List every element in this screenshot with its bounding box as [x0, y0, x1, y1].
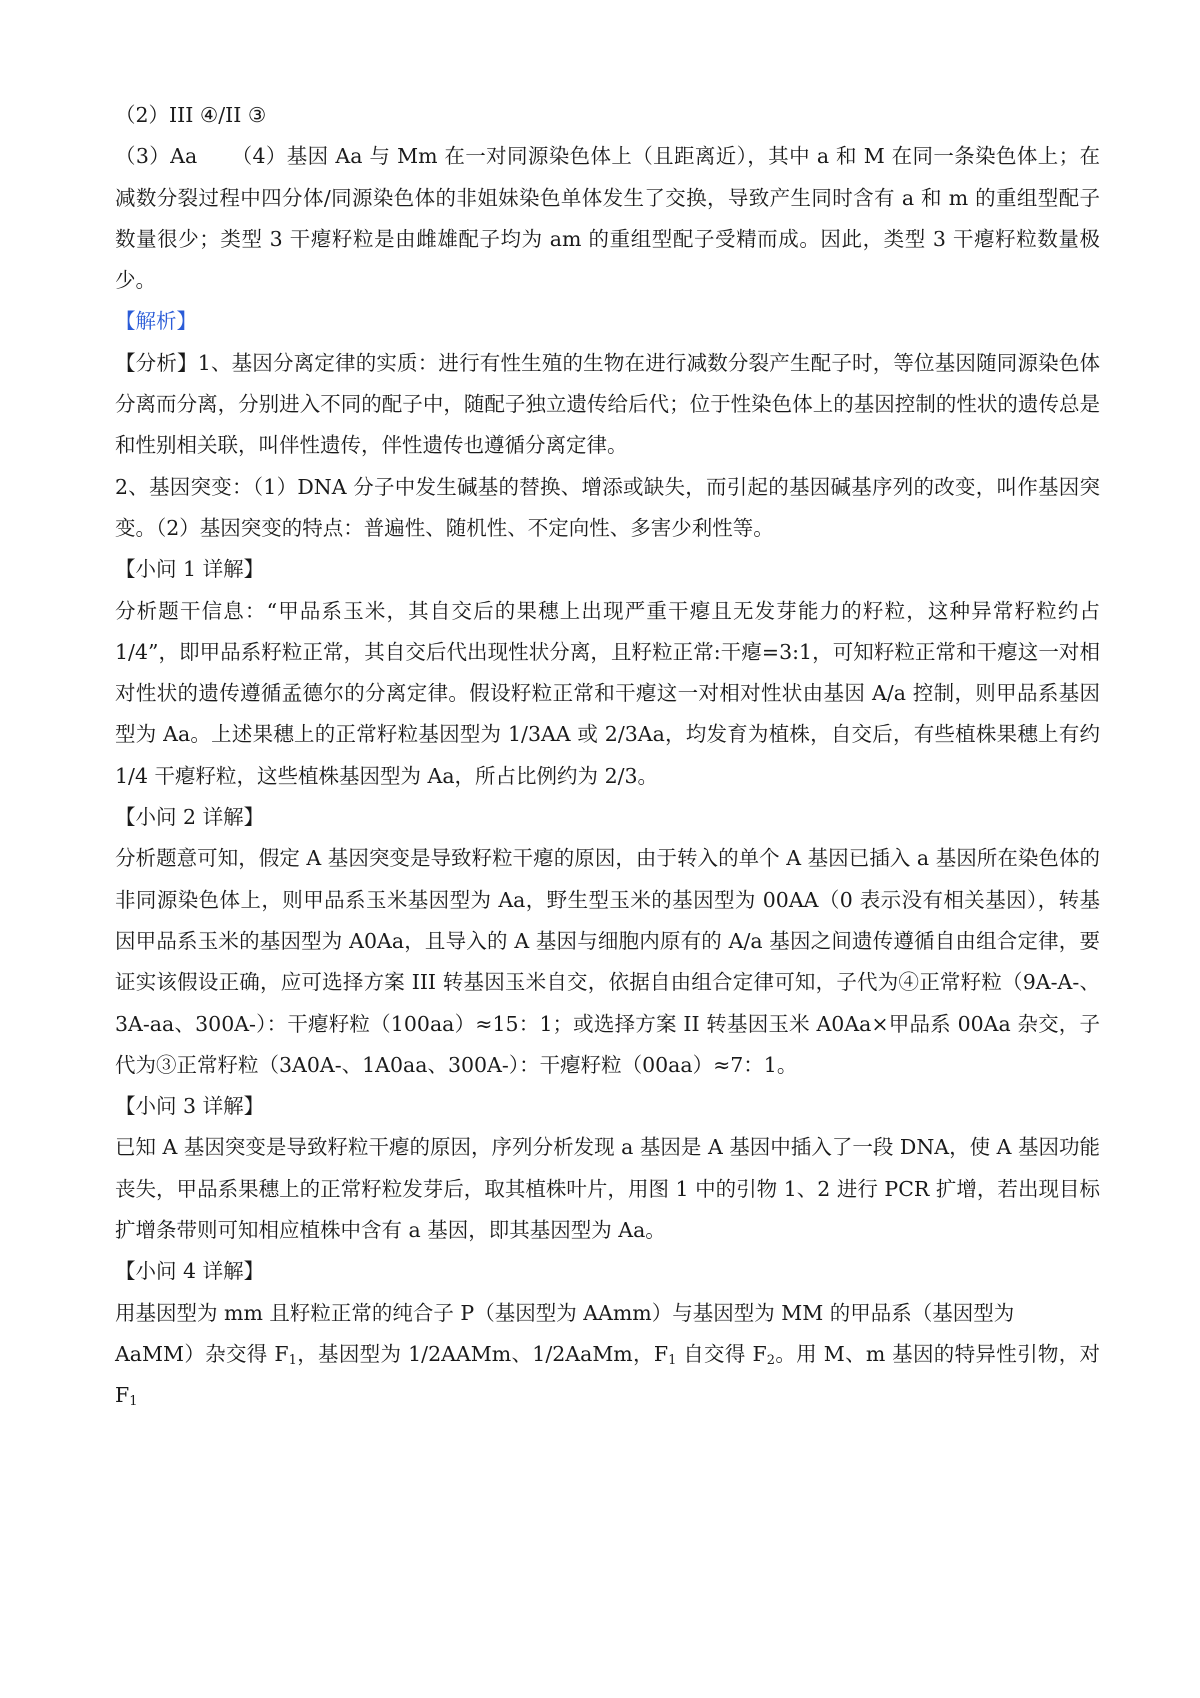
analysis-overview-1: 【分析】1、基因分离定律的实质：进行有性生殖的生物在进行减数分裂产生配子时，等位基因随同源染色体分离而分离，分别进入不同的配子中，随配子独立遗传给后代；位于性染色体上的基因控制的性状的遗传总是和性别相关联，叫伴性遗传，伴性遗传也遵循分离定律。: [115, 350, 1100, 458]
q4-text-b: ，基因型为 1/2AAMm、1/2AaMm，F: [296, 1341, 669, 1366]
subscript-f2: 2: [766, 1352, 776, 1368]
q4-line-2: [115, 1334, 1100, 1417]
answer-q3-q4: [115, 136, 1100, 301]
subscript-f1: 1: [129, 1394, 138, 1410]
q3-body: 已知 A 基因突变是导致籽粒干瘪的原因，序列分析发现 a 基因是 A 基因中插入了一段 DNA，使 A 基因功能丧失，甲品系果穗上的正常籽粒发芽后，取其植株叶片，用图 1 中的引物 1、2 进行 PCR 扩增，若出现目标扩增条带则可知相应植株中含有 a 基因，即其基因型为 Aa。: [115, 1135, 1100, 1243]
subscript-f1: 1: [668, 1352, 677, 1368]
q1-body: 分析题干信息：“甲品系玉米，其自交后的果穗上出现严重干瘪且无发芽能力的籽粒，这种异常籽粒约占 1/4”，即甲品系籽粒正常，其自交后代出现性状分离，且籽粒正常:干瘪=3:1，可知籽粒正常和干瘪这一对相对性状的遗传遵循孟德尔的分离定律。假设籽粒正常和干瘪这一对相对性状由基因 A/a 控制，则甲品系基因型为 Aa。上述果穗上的正常籽粒基因型为 1/3AA 或 2/3Aa，均发育为植株，自交后，有些植株果穗上有约 1/4 干瘪籽粒，这些植株基因型为 Aa，所占比例约为 2/3。: [115, 598, 1100, 788]
q2-body: 分析题意可知，假定 A 基因突变是导致籽粒干瘪的原因，由于转入的单个 A 基因已插入 a 基因所在染色体的非同源染色体上，则甲品系玉米基因型为 Aa，野生型玉米的基因型为 00AA（0 表示没有相关基因），转基因甲品系玉米的基因型为 A0Aa，且导入的 A 基因与细胞内原有的 A/a 基因之间遗传遵循自由组合定律，要证实该假设正确，应可选择方案 III 转基因玉米自交，依据自由组合定律可知，子代为④正常籽粒（9A-A-、3A-aa、300A-）：干瘪籽粒（100aa）≈15：1；或选择方案 II 转基因玉米 A0Aa×甲品系 00Aa 杂交，子代为③正常籽粒（3A0A-、1A0aa、300A-）：干瘪籽粒（00aa）≈7：1。: [115, 846, 1100, 1077]
answer-q4: （4）基因 Aa 与 Mm 在一对同源染色体上（且距离近），其中 a 和 M 在同一条染色体上；在减数分裂过程中四分体/同源染色体的非姐妹染色单体发生了交换，导致产生同时含有 a 和 m 的重组型配子数量很少；类型 3 干瘪籽粒是由雌雄配子均为 am 的重组型配子受精而成。因此，类型 3 干瘪籽粒数量极少。: [115, 144, 1100, 293]
q4-line-1: 用基因型为 mm 且籽粒正常的纯合子 P（基因型为 AAmm）与基因型为 MM 的甲品系（基因型为: [115, 1300, 1015, 1325]
analysis-heading: 【解析】: [115, 309, 197, 334]
answer-content: [115, 95, 1100, 1417]
q4-text-a: AaMM）杂交得 F: [115, 1341, 289, 1366]
analysis-overview-2: 2、基因突变：（1）DNA 分子中发生碱基的替换、增添或缺失，而引起的基因碱基序列的改变，叫作基因突变。（2）基因突变的特点：普遍性、随机性、不定向性、多害少利性等。: [115, 474, 1100, 540]
q4-heading: 【小问 4 详解】: [115, 1259, 265, 1284]
answer-q3: （3）Aa: [115, 144, 198, 169]
q4-text-d: 。用 M、m 基因的特异性引物，对 F: [115, 1341, 1101, 1408]
q2-heading: 【小问 2 详解】: [115, 805, 265, 830]
q3-heading: 【小问 3 详解】: [115, 1094, 265, 1119]
answer-q2: （2）III ④/II ③: [115, 103, 267, 127]
q4-text-c: 自交得 F: [676, 1341, 767, 1366]
subscript-f1: 1: [288, 1352, 297, 1368]
q1-heading: 【小问 1 详解】: [115, 557, 265, 582]
